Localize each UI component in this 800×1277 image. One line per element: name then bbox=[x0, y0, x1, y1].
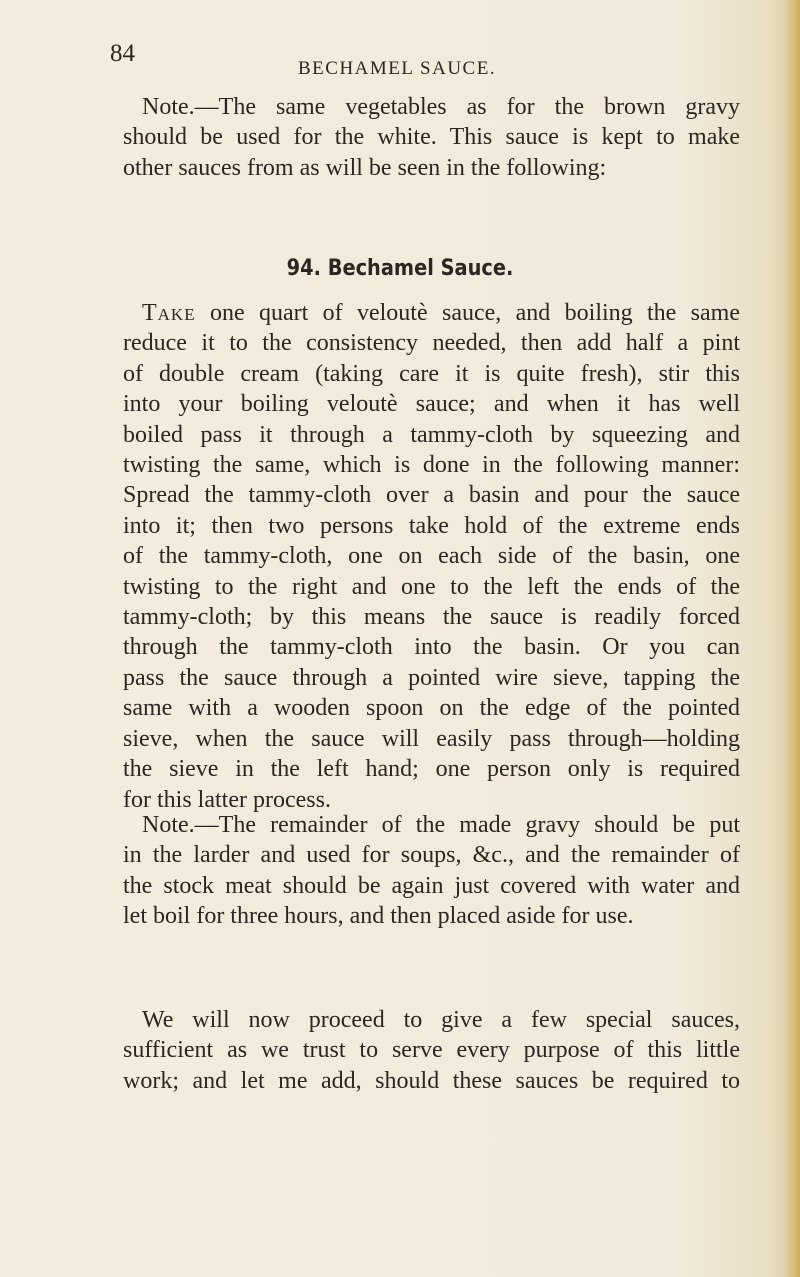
running-title: BECHAMEL SAUCE. bbox=[298, 58, 497, 79]
recipe-paragraph bbox=[123, 298, 740, 815]
text-line: other sauces from as will be seen in the following: bbox=[123, 154, 607, 181]
recipe-heading bbox=[48, 256, 752, 281]
note-paragraph-top bbox=[123, 92, 740, 183]
recipe-heading-text: 94. Bechamel Sauce. bbox=[286, 256, 514, 281]
text-line: the sieve in the left hand; one person only is required bbox=[123, 756, 740, 783]
text-line: We will now proceed to give a few special sauces, bbox=[142, 1007, 740, 1033]
text-line bbox=[123, 298, 740, 328]
text-line: work; and let me add, should these sauces be required to bbox=[123, 1067, 740, 1094]
text-line: Note.—The remainder of the made gravy should be put bbox=[142, 812, 740, 838]
text-line: in the larder and used for soups, &c., and the remainder of bbox=[123, 842, 740, 869]
note-paragraph-remainder bbox=[123, 810, 740, 932]
text-line: twisting to the right and one to the left the ends of the bbox=[123, 573, 740, 600]
text-line: boiled pass it through a tammy-cloth by squeezing and bbox=[123, 421, 740, 448]
text-line: through the tammy-cloth into the basin. Or you can bbox=[123, 634, 740, 661]
page-edge bbox=[784, 0, 800, 1277]
text-line: sufficient as we trust to serve every purpose of this little bbox=[123, 1037, 740, 1064]
text-line: let boil for three hours, and then placed aside for use. bbox=[123, 903, 634, 930]
text-line: of double cream (taking care it is quite fresh), stir this bbox=[123, 360, 740, 387]
lead-word: Take bbox=[142, 300, 196, 326]
closing-paragraph bbox=[123, 1005, 740, 1096]
text-line: twisting the same, which is done in the following manner: bbox=[123, 452, 740, 479]
text-line: of the tammy-cloth, one on each side of the basin, one bbox=[123, 543, 740, 570]
page-number: 84 bbox=[110, 40, 135, 67]
text-line: pass the sauce through a pointed wire sieve, tapping the bbox=[123, 664, 740, 691]
text-line: reduce it to the consistency needed, then add half a pint bbox=[123, 330, 740, 357]
text-line: for this latter process. bbox=[123, 786, 331, 813]
text-line: should be used for the white. This sauce is kept to make bbox=[123, 124, 740, 151]
text-line-rest: one quart of veloutè sauce, and boiling the same bbox=[195, 300, 740, 326]
text-line: Note.—The same vegetables as for the brown gravy bbox=[142, 94, 740, 120]
text-line: tammy-cloth; by this means the sauce is readily forced bbox=[123, 604, 740, 631]
text-line: same with a wooden spoon on the edge of the pointed bbox=[123, 695, 740, 722]
text-line: sieve, when the sauce will easily pass through—holding bbox=[123, 725, 740, 752]
text-line: the stock meat should be again just covered with water and bbox=[123, 872, 740, 899]
text-line: into it; then two persons take hold of the extreme ends bbox=[123, 512, 740, 539]
text-line: into your boiling veloutè sauce; and when it has well bbox=[123, 391, 740, 418]
text-line: Spread the tammy-cloth over a basin and pour the sauce bbox=[123, 482, 740, 509]
